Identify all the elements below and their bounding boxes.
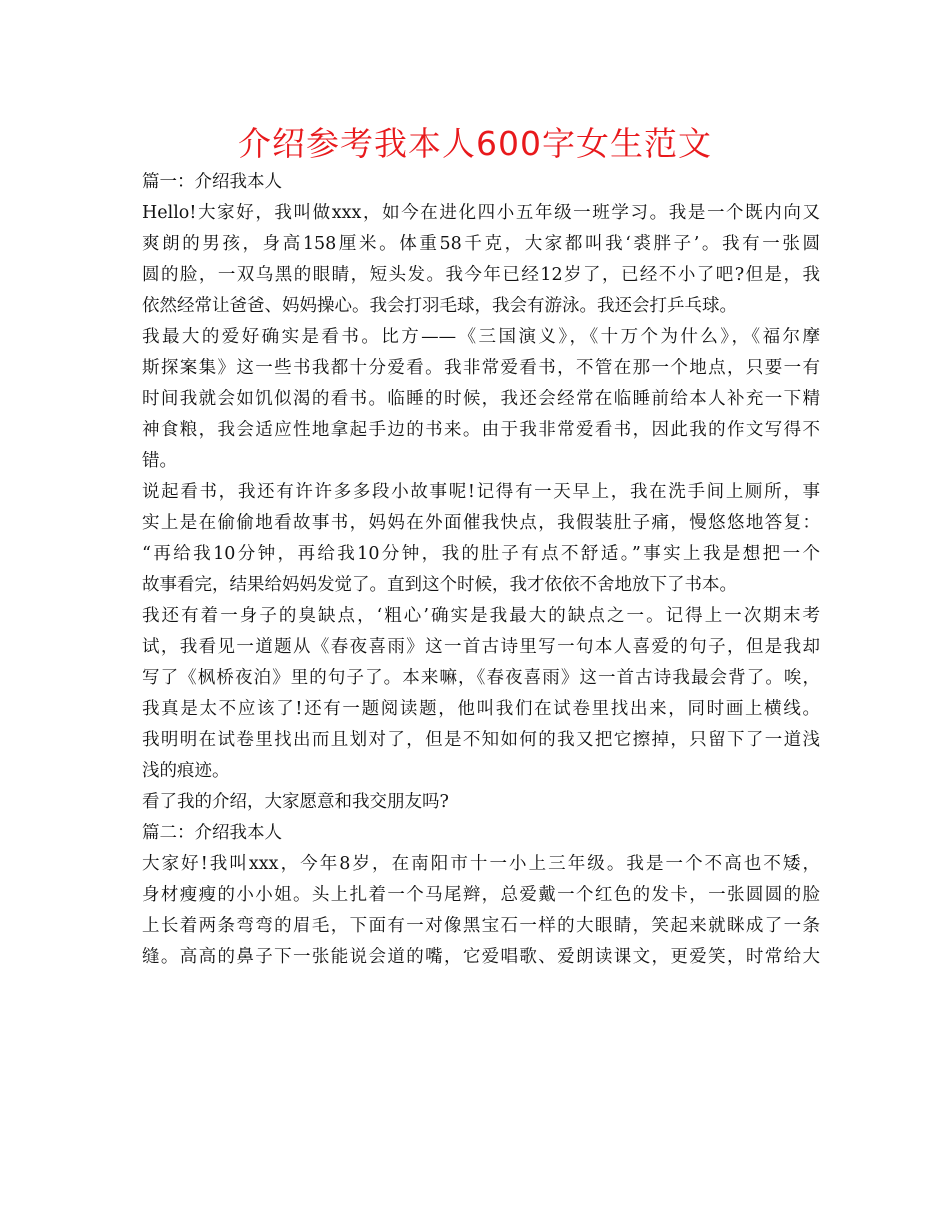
text-line: 浅的痕迹。 <box>142 761 230 781</box>
text-line: “再给我10分钟，再给我10分钟，我的肚子有点不舒适。”事实上我是想把一个 <box>142 544 820 564</box>
text-line: 说起看书，我还有许许多多段小故事呢!记得有一天早上，我在洗手间上厕所，事 <box>142 482 820 502</box>
text-line: 爽朗的男孩，身高158厘米。体重58千克，大家都叫我‘裘胖子’。我有一张圆 <box>142 234 820 254</box>
text-line: 我还有着一身子的臭缺点，‘粗心’确实是我最大的缺点之一。记得上一次期末考 <box>142 606 820 626</box>
section-heading-1: 篇一：介绍我本人 <box>142 172 282 192</box>
text-line: 大家好!我叫xxx，今年8岁，在南阳市十一小上三年级。我是一个不高也不矮， <box>142 854 820 874</box>
text-line: 我明明在试卷里找出而且划对了，但是不知如何的我又把它擦掉，只留下了一道浅 <box>142 730 820 750</box>
text-line: 依然经常让爸爸、妈妈操心。我会打羽毛球，我会有游泳。我还会打乒乓球。 <box>142 296 737 316</box>
text-line: 缝。高高的鼻子下一张能说会道的嘴，它爱唱歌、爱朗读课文，更爱笑，时常给大 <box>142 947 820 967</box>
text-line: 错。 <box>142 451 177 471</box>
text-line: 身材瘦瘦的小小姐。头上扎着一个马尾辫，总爱戴一个红色的发卡，一张圆圆的脸 <box>142 885 820 905</box>
document-body <box>142 167 820 973</box>
text-line: 我最大的爱好确实是看书。比方——《三国演义》，《十万个为什么》，《福尔摩 <box>142 327 820 347</box>
text-line: 看了我的介绍，大家愿意和我交朋友吗? <box>142 792 449 812</box>
section-heading-2: 篇二：介绍我本人 <box>142 823 282 843</box>
text-line: 实上是在偷偷地看故事书，妈妈在外面催我快点，我假装肚子痛，慢悠悠地答复： <box>142 513 820 533</box>
text-line: 上长着两条弯弯的眉毛，下面有一对像黑宝石一样的大眼睛，笑起来就眯成了一条 <box>142 916 820 936</box>
text-line: 我真是太不应该了!还有一题阅读题，他叫我们在试卷里找出来，同时画上横线。 <box>142 699 820 719</box>
text-line: 斯探案集》这一些书我都十分爱看。我非常爱看书，不管在那一个地点，只要一有 <box>142 358 820 378</box>
text-line: 神食粮，我会适应性地拿起手边的书来。由于我非常爱看书，因此我的作文写得不 <box>142 420 820 440</box>
document-title: 介绍参考我本人600字女生范文 <box>238 124 712 163</box>
text-line: 试，我看见一道题从《春夜喜雨》这一首古诗里写一句本人喜爱的句子，但是我却 <box>142 637 820 657</box>
text-line: 写了《枫桥夜泊》里的句子了。本来嘛，《春夜喜雨》这一首古诗我最会背了。唉， <box>142 668 820 688</box>
text-line: 故事看完，结果给妈妈发觉了。直到这个时候，我才依依不舍地放下了书本。 <box>142 575 737 595</box>
text-line: 圆的脸，一双乌黑的眼睛，短头发。我今年已经12岁了，已经不小了吧?但是，我 <box>142 265 820 285</box>
text-line: 时间我就会如饥似渴的看书。临睡的时候，我还会经常在临睡前给本人补充一下精 <box>142 389 820 409</box>
text-line: Hello!大家好，我叫做xxx，如今在进化四小五年级一班学习。我是一个既内向又 <box>142 203 820 223</box>
